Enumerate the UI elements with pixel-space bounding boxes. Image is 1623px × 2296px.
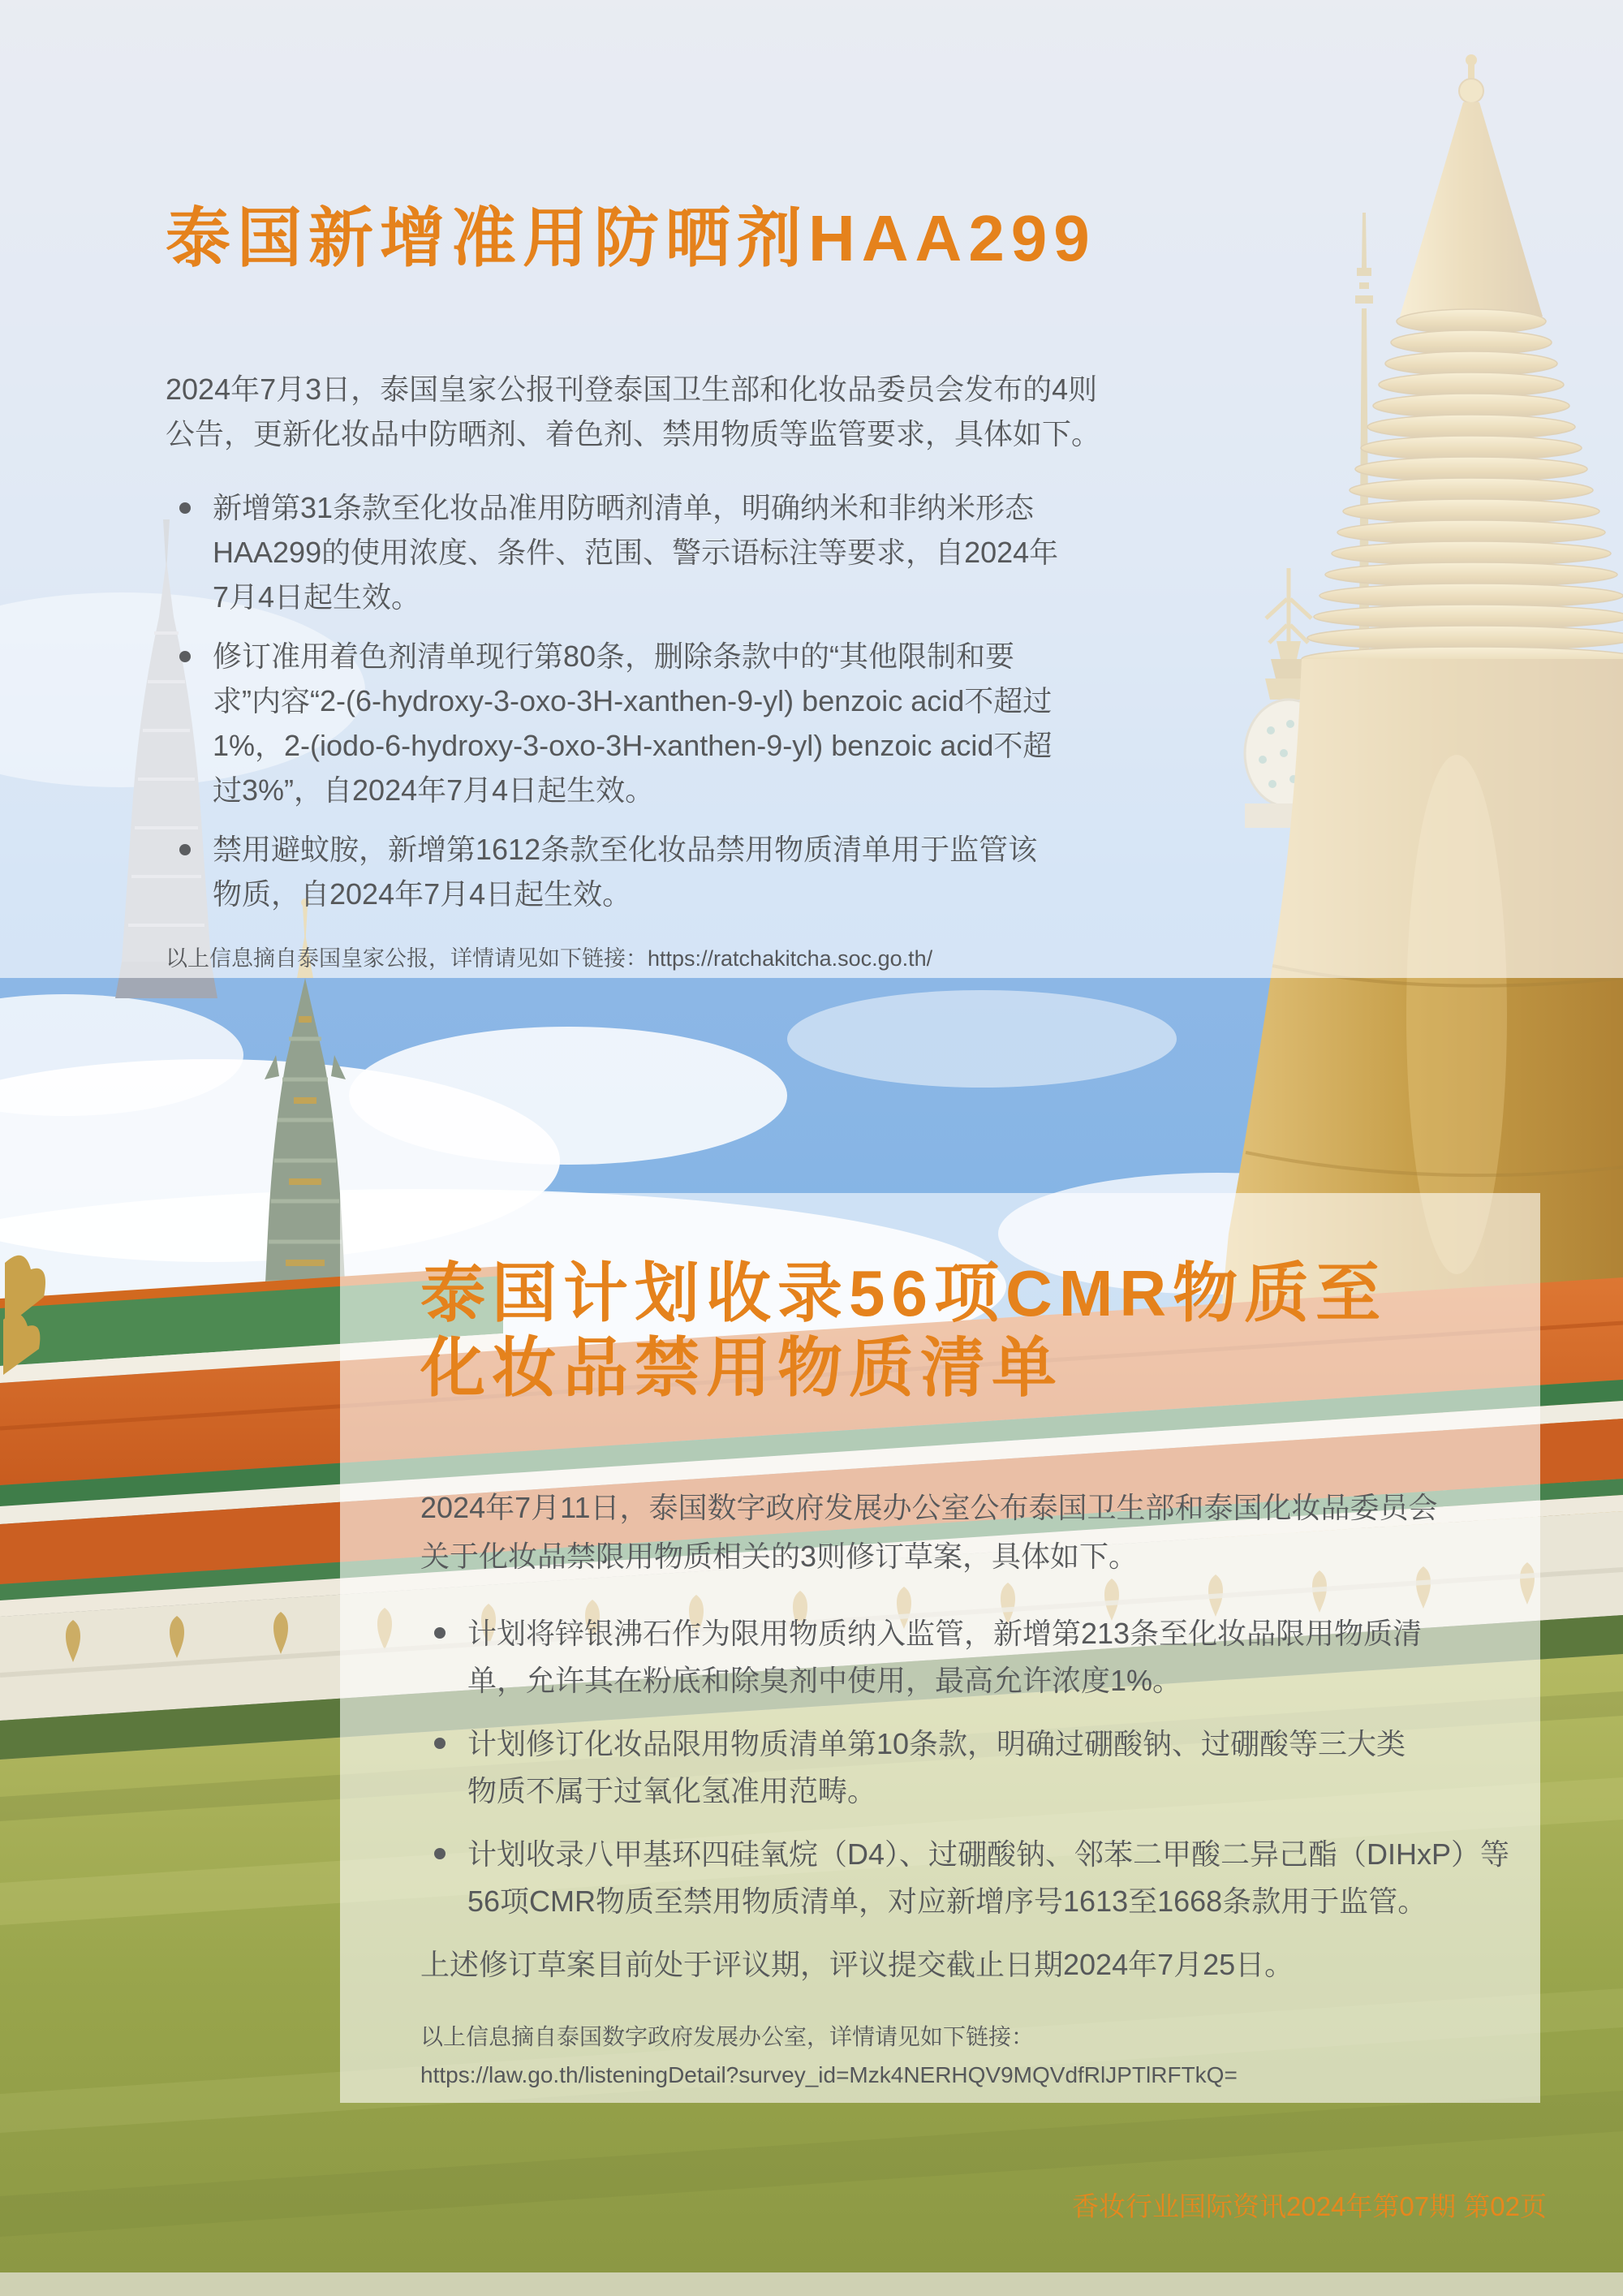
bullet-dot: [434, 1738, 446, 1749]
article2-title-line1: 泰国计划收录56项CMR物质至: [420, 1257, 1388, 1329]
list-item: [166, 634, 1139, 812]
bullet-text: 计划将锌银沸石作为限用物质纳入监管，新增第213条至化妆品限用物质清单，允许其在粉底和除臭剂中使用，最高允许浓度1%。: [467, 1617, 1423, 1697]
bullet-text: 计划收录八甲基环四硅氧烷（D4）、过硼酸钠、邻苯二甲酸二异己酯（DIHxP）等56项CMR物质至禁用物质清单，对应新增序号1613至1668条款用于监管。: [467, 1837, 1510, 1918]
article-sunscreen-haa299: [166, 201, 1139, 997]
article1-intro: 2024年7月3日，泰国皇家公报刊登泰国卫生部和化妆品委员会发布的4则公告，更新化妆品中防晒剂、着色剂、禁用物质等监管要求，具体如下。: [166, 373, 1101, 450]
list-item: [166, 485, 1139, 619]
article2-title: [420, 1256, 1524, 1406]
bullet-dot: [434, 1627, 446, 1639]
law-portal-link[interactable]: https://law.go.th/listeningDetail?survey_id=Mzk4NERHQV9MQVdfRlJPTlRFTkQ=: [420, 2062, 1238, 2087]
article2-source-note: [420, 2018, 1475, 2094]
source-prefix: 以上信息摘自泰国皇家公报，详情请见如下链接：: [166, 946, 648, 971]
article2-intro: 2024年7月11日，泰国数字政府发展办公室公布泰国卫生部和泰国化妆品委员会关于化妆品禁限用物质相关的3则修订草案，具体如下。: [420, 1491, 1438, 1573]
list-item: [166, 827, 1139, 916]
source-prefix: 以上信息摘自泰国数字政府发展办公室，详情请见如下链接：: [420, 2024, 1035, 2049]
article1-bullet-list: [166, 485, 1139, 916]
bullet-dot: [179, 502, 191, 514]
list-item: [420, 1831, 1524, 1925]
list-item: [420, 1610, 1524, 1704]
article-cmr-substances: [420, 1256, 1524, 2117]
bullet-dot: [179, 844, 191, 855]
article2-deadline-note: 上述修订草案目前处于评议期，评议提交截止日期2024年7月25日。: [420, 1948, 1294, 1981]
article1-source-note: [166, 942, 1139, 975]
article2-bullet-list: [420, 1610, 1524, 1925]
royal-gazette-link[interactable]: https://ratchakitcha.soc.go.th/: [648, 946, 933, 971]
article1-title: 泰国新增准用防晒剂HAA299: [166, 202, 1096, 274]
bullet-text: 修订准用着色剂清单现行第80条，删除条款中的“其他限制和要求”内容“2-(6-hydroxy-3-oxo-3H-xanthen-9-yl) benzoic acid不超过1%，2-(iodo-6-hydroxy-3-oxo-3H-xanthen-9-yl) benzoic acid不超过3%”，自2024年7月4日起生效。: [213, 640, 1053, 807]
bullet-text: 新增第31条款至化妆品准用防晒剂清单，明确纳米和非纳米形态HAA299的使用浓度、条件、范围、警示语标注等要求，自2024年7月4日起生效。: [213, 491, 1059, 614]
bullet-text: 计划修订化妆品限用物质清单第10条款，明确过硼酸钠、过硼酸等三大类物质不属于过氧化氢准用范畴。: [467, 1727, 1406, 1807]
list-item: [420, 1721, 1524, 1815]
bullet-dot: [434, 1848, 446, 1859]
bullet-text: 禁用避蚊胺，新增第1612条款至化妆品禁用物质清单用于监管该物质，自2024年7月4日起生效。: [213, 833, 1038, 911]
article2-title-line2: 化妆品禁用物质清单: [420, 1332, 1063, 1404]
page-footer-issue-label: 香妆行业国际资讯2024年第07期 第02页: [1072, 2191, 1547, 2221]
bullet-dot: [179, 651, 191, 662]
